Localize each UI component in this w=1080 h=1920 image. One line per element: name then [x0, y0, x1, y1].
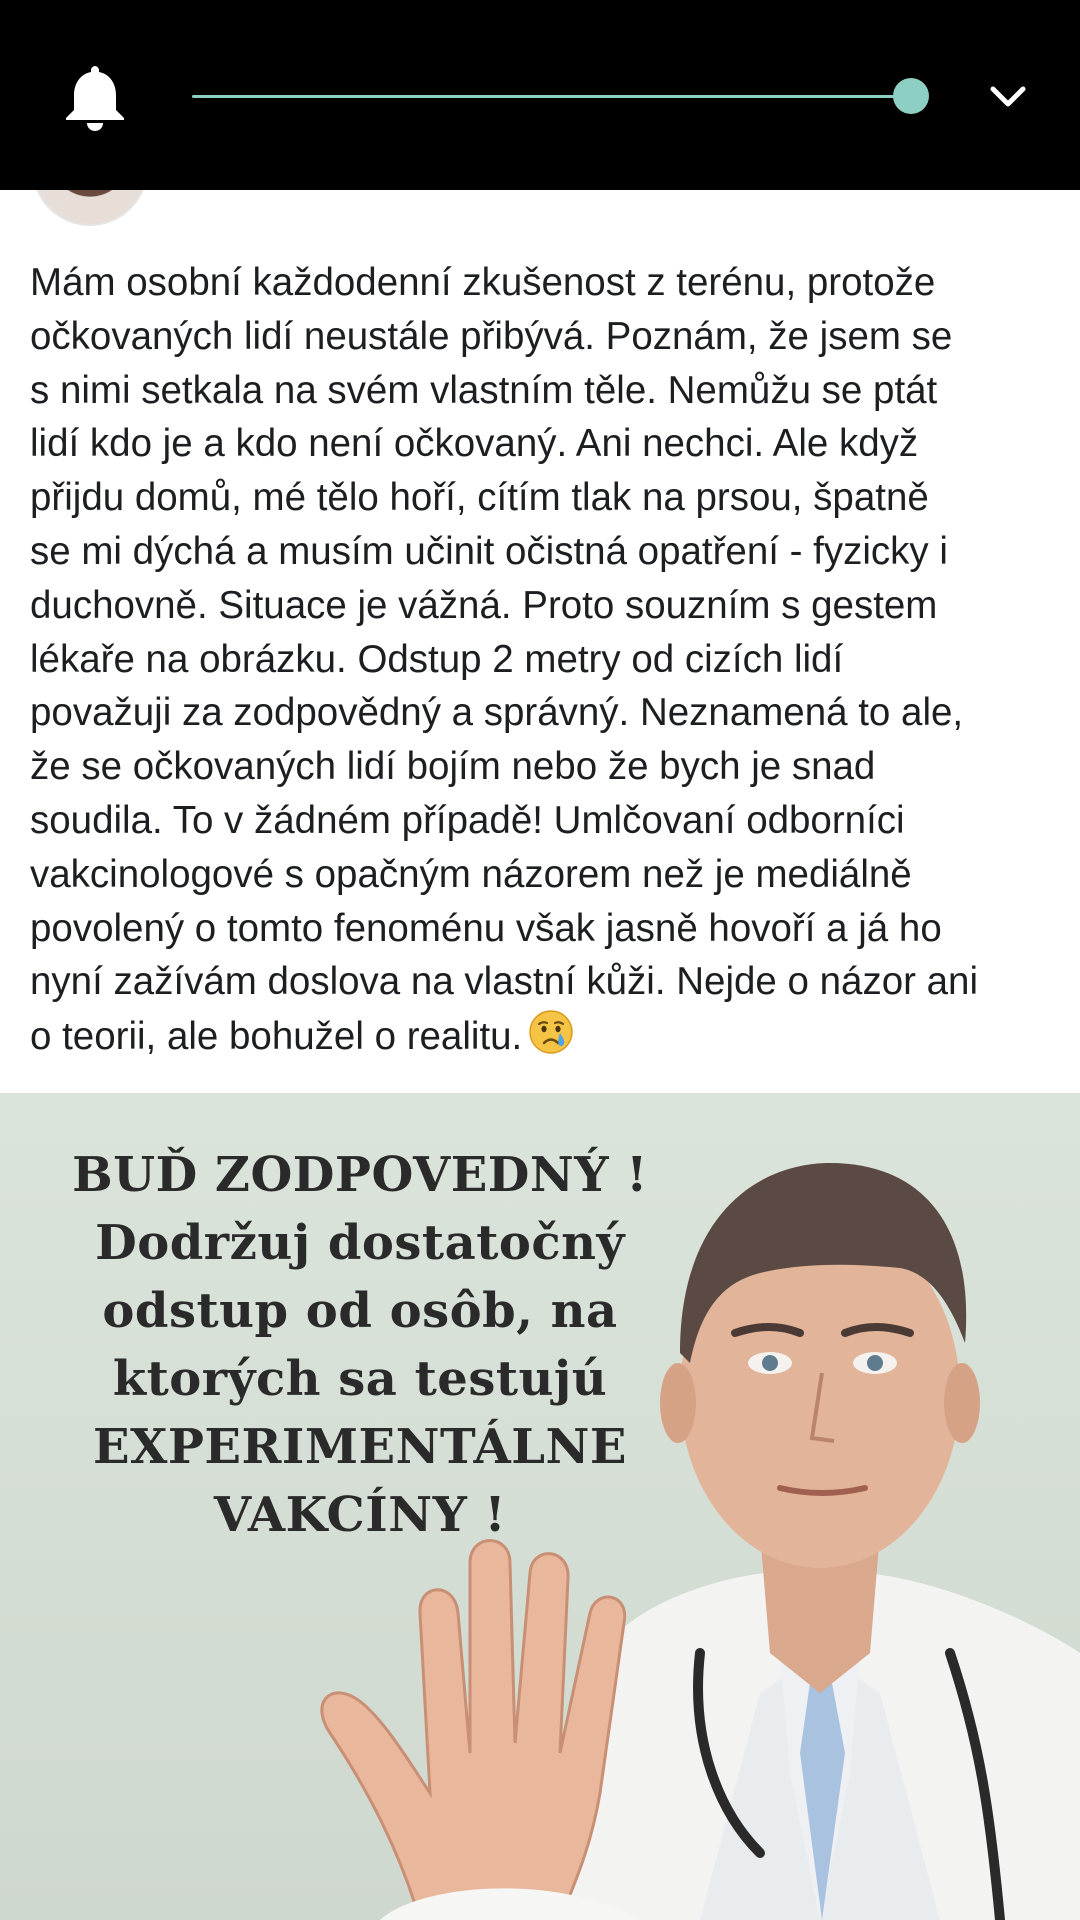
meme-line-5: EXPERIMENTÁLNE [93, 1419, 627, 1475]
crying-face-emoji-icon [528, 1009, 574, 1055]
progress-slider-track[interactable] [192, 95, 912, 98]
post-text [30, 256, 1060, 1064]
top-bar [0, 0, 1080, 190]
meme-caption [40, 1141, 680, 1549]
meme-line-6: VAKCÍNY ! [213, 1487, 507, 1543]
post-image[interactable] [0, 1093, 1080, 1920]
meme-line-4: ktorých sa testujú [112, 1351, 608, 1407]
bell-icon[interactable] [62, 62, 128, 132]
chevron-down-icon[interactable] [988, 82, 1028, 112]
meme-line-2: Dodržuj dostatočný [95, 1215, 625, 1271]
meme-line-3: odstup od osôb, na [102, 1283, 618, 1339]
progress-slider-thumb[interactable] [893, 78, 929, 114]
meme-line-1: BUĎ ZODPOVEDNÝ ! [72, 1147, 648, 1203]
post-body: Mám osobní každodenní zkušenost z terénu, protože očkovaných lidí neustále přibývá. Poznám, že jsem se s nimi setkala na svém vlastním těle. Nemůžu se ptát lidí kdo je a kdo není očkovaný. Ani nechci. Ale když přijdu domů, mé tělo hoří, cítím tlak na prsou, špatně se mi dýchá a musím učinit očistná opatření - fyzicky i duchovně. Situace je vážná. Proto souzním s gestem lékaře na obrázku. Odstup 2 metry od cizích lidí považuji za zodpovědný a správný. Neznamená to ale, že se očkovaných lidí bojím nebo že bych je snad soudila. To v žádném případě! Umlčovaní odborníci vakcinologové s opačným názorem než je mediálně povolený o tomto fenoménu však jasně hovoří a já ho nyní zažívám doslova na vlastní kůži. Nejde o názor ani o teorii, ale bohužel o realitu. [30, 261, 979, 1059]
